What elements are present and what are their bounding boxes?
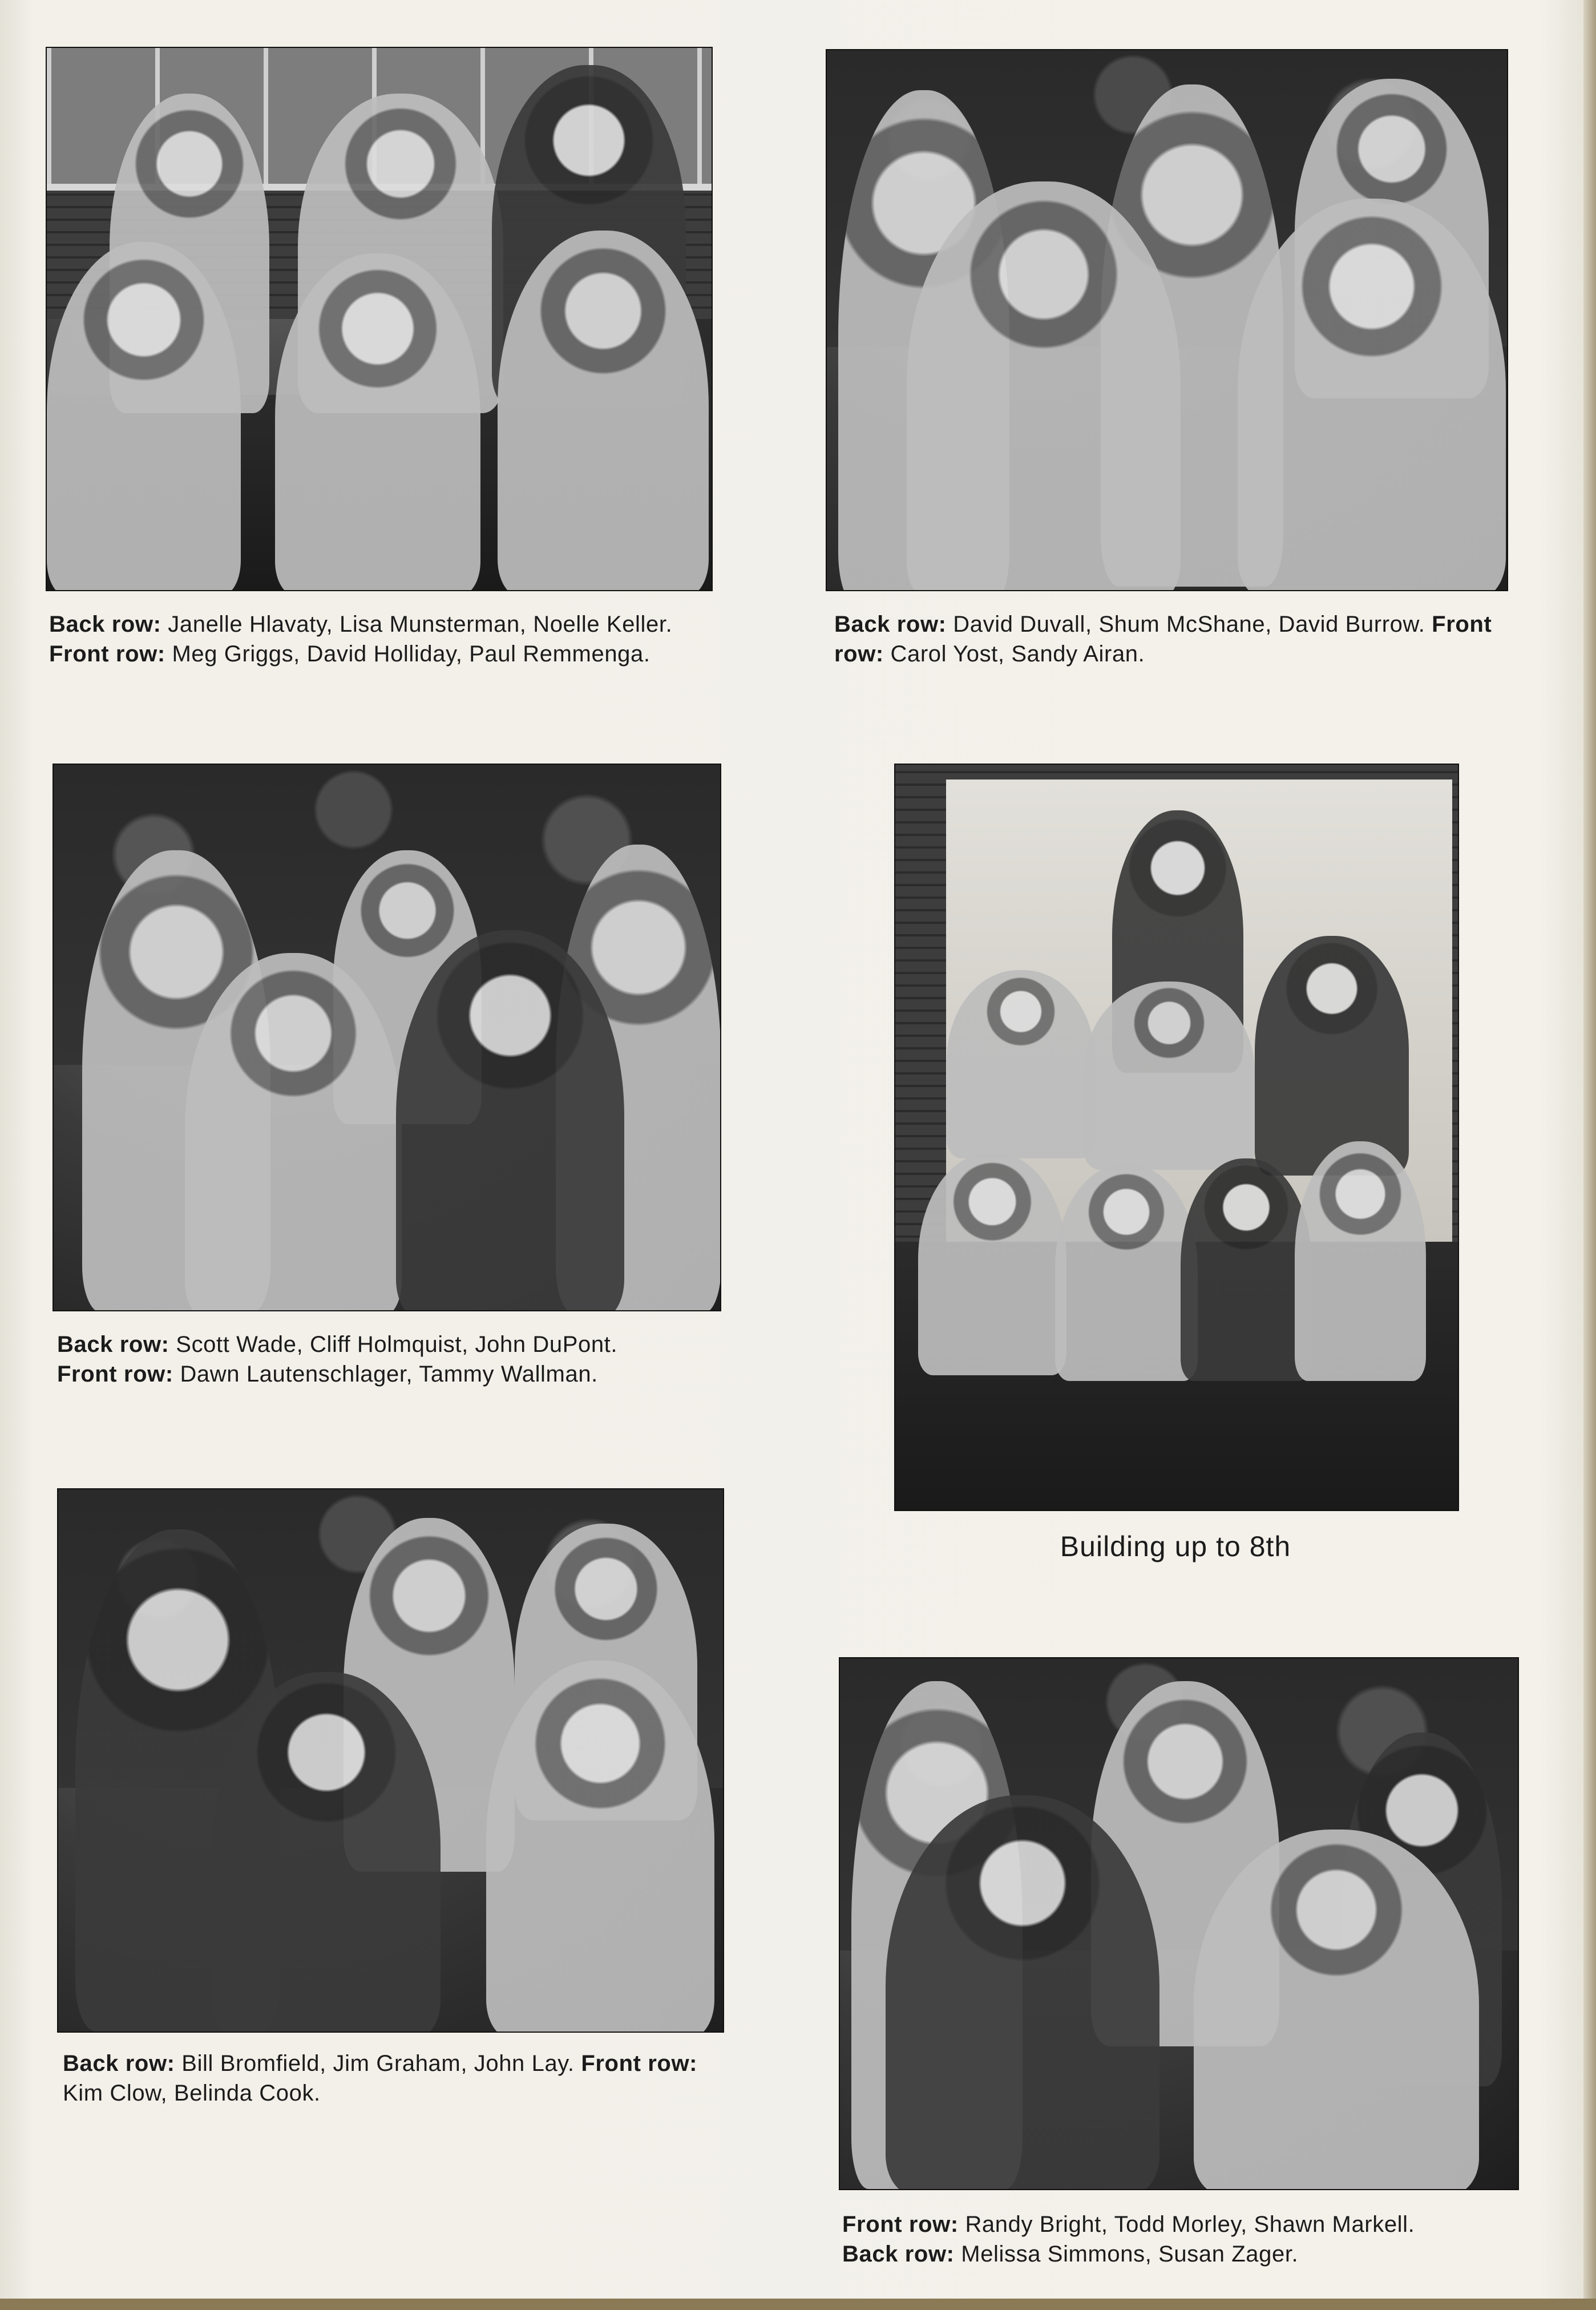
group-photo-3: [52, 764, 721, 1311]
person: [918, 1153, 1066, 1375]
caption-label: Front row:: [834, 612, 1492, 667]
person: [47, 242, 241, 591]
caption-label: Front row:: [49, 641, 165, 667]
caption-names: Carol Yost, Sandy Airan.: [883, 641, 1145, 667]
page-spine: [1583, 0, 1596, 2310]
caption-names: Melissa Simmons, Susan Zager.: [954, 2242, 1299, 2267]
caption-label: Back row:: [63, 2051, 175, 2076]
person: [498, 231, 709, 591]
photo-caption-1: [49, 609, 714, 669]
caption-names: Randy Bright, Todd Morley, Shawn Markell.: [958, 2212, 1415, 2237]
group-photo-6: [839, 1657, 1519, 2190]
person: [275, 253, 480, 591]
person: [1084, 982, 1255, 1170]
caption-names: Bill Bromfield, Jim Graham, John Lay.: [175, 2051, 581, 2076]
person: [1181, 1158, 1312, 1381]
group-photo-1: [46, 47, 713, 591]
person: [396, 930, 624, 1311]
pyramid-caption: Building up to 8th: [1060, 1530, 1291, 1562]
person: [1055, 1164, 1198, 1381]
group-photo-5: [57, 1488, 724, 2033]
caption-label: Back row:: [49, 612, 161, 637]
caption-names: Janelle Hlavaty, Lisa Munsterman, Noelle Keller.: [161, 612, 673, 637]
caption-names: Scott Wade, Cliff Holmquist, John DuPont.: [169, 1332, 618, 1357]
caption-label: Front row:: [581, 2051, 698, 2076]
caption-label: Front row:: [842, 2212, 959, 2237]
photo-caption-6: [842, 2210, 1538, 2269]
photo-caption-2: [834, 609, 1519, 669]
person: [486, 1661, 714, 2033]
photo-caption-3: [57, 1330, 730, 1389]
page-bottom-edge: [0, 2299, 1596, 2310]
person: [1255, 936, 1409, 1176]
person: [185, 953, 402, 1311]
caption-label: Back row:: [834, 612, 947, 637]
person: [907, 181, 1181, 591]
caption-label: Front row:: [57, 1362, 173, 1387]
group-photo-2: [826, 49, 1508, 591]
person: [1238, 199, 1506, 591]
person: [1295, 1141, 1426, 1381]
caption-names: Meg Griggs, David Holliday, Paul Remmenga.: [165, 641, 650, 667]
caption-names: David Duvall, Shum McShane, David Burrow.: [946, 612, 1432, 637]
person: [947, 970, 1095, 1158]
caption-names: Kim Clow, Belinda Cook.: [63, 2081, 321, 2106]
caption-label: Back row:: [842, 2242, 955, 2267]
caption-label: Back row:: [57, 1332, 169, 1357]
caption-names: Dawn Lautenschlager, Tammy Wallman.: [173, 1362, 598, 1387]
pyramid-photo: [894, 764, 1459, 1511]
photo-caption-5: [63, 2049, 730, 2108]
person: [212, 1672, 441, 2033]
person: [1194, 1830, 1479, 2190]
person: [886, 1795, 1159, 2190]
